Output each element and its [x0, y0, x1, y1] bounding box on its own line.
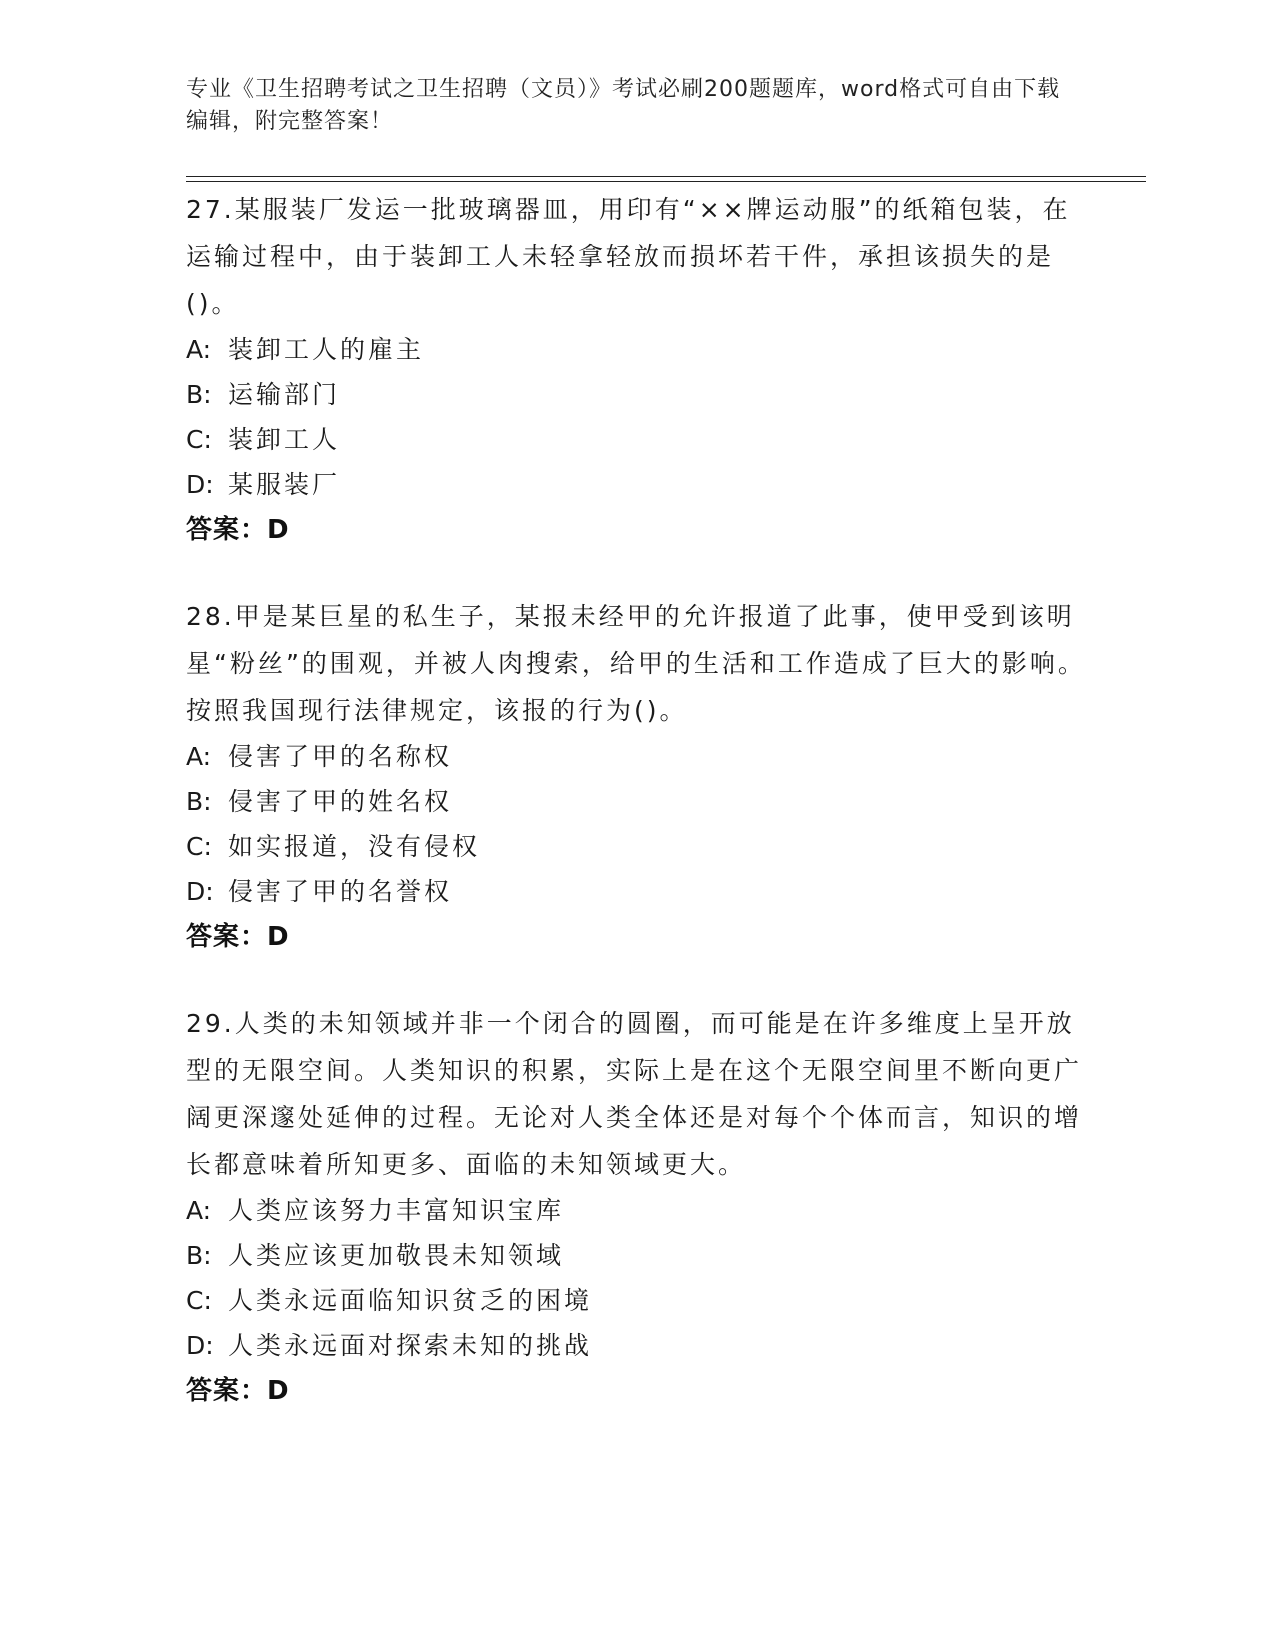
question-27	[186, 186, 1086, 553]
option-text: 侵害了甲的名称权	[228, 742, 453, 771]
option-key: D:	[186, 877, 214, 906]
option-key: D:	[186, 1331, 214, 1360]
option-key: D:	[186, 470, 214, 499]
option-d	[186, 462, 1086, 507]
option-text: 人类应该努力丰富知识宝库	[228, 1196, 565, 1225]
option-b	[186, 1233, 1086, 1278]
option-text: 如实报道，没有侵权	[228, 832, 481, 861]
option-text: 侵害了甲的姓名权	[228, 787, 453, 816]
question-stem: 28.甲是某巨星的私生子，某报未经甲的允许报道了此事，使甲受到该明星“粉丝”的围观，并被人肉搜索，给甲的生活和工作造成了巨大的影响。按照我国现行法律规定，该报的行为()。	[186, 602, 1086, 725]
document-header-intro: 专业《卫生招聘考试之卫生招聘（文员）》考试必刷200题题库，word格式可自由下载编辑，附完整答案！	[186, 77, 1061, 134]
answer-label: 答案：D	[186, 922, 290, 952]
option-text: 人类永远面对探索未知的挑战	[228, 1331, 593, 1360]
question-stem: 29.人类的未知领域并非一个闭合的圆圈，而可能是在许多维度上呈开放型的无限空间。人类知识的积累，实际上是在这个无限空间里不断向更广阔更深邃处延伸的过程。无论对人类全体还是对每个个体而言，知识的增长都意味着所知更多、面临的未知领域更大。	[186, 1009, 1083, 1179]
option-key: C:	[186, 425, 212, 454]
header-divider-top	[186, 176, 1146, 177]
option-a	[186, 1188, 1086, 1233]
option-text: 人类应该更加敬畏未知领域	[228, 1241, 565, 1270]
answer-label: 答案：D	[186, 1376, 290, 1406]
header-divider-bottom	[186, 181, 1146, 182]
option-d	[186, 869, 1086, 914]
option-text: 运输部门	[228, 380, 341, 409]
question-stem: 27.某服装厂发运一批玻璃器皿，用印有“××牌运动服”的纸箱包装，在运输过程中，由于装卸工人未轻拿轻放而损坏若干件，承担该损失的是()。	[186, 195, 1071, 318]
option-a	[186, 327, 1086, 372]
answer-label: 答案：D	[186, 515, 290, 545]
question-29	[186, 1000, 1086, 1414]
option-c	[186, 417, 1086, 462]
option-key: B:	[186, 380, 212, 409]
option-key: B:	[186, 1241, 212, 1270]
option-b	[186, 372, 1086, 417]
option-key: A:	[186, 1196, 212, 1225]
option-key: B:	[186, 787, 212, 816]
option-text: 某服装厂	[228, 470, 341, 499]
option-b	[186, 779, 1086, 824]
option-key: A:	[186, 335, 212, 364]
option-text: 装卸工人	[228, 425, 341, 454]
option-key: C:	[186, 1286, 212, 1315]
option-c	[186, 824, 1086, 869]
option-key: A:	[186, 742, 212, 771]
option-a	[186, 734, 1086, 779]
option-c	[186, 1278, 1086, 1323]
option-key: C:	[186, 832, 212, 861]
option-text: 装卸工人的雇主	[228, 335, 425, 364]
option-text: 人类永远面临知识贫乏的困境	[228, 1286, 593, 1315]
question-28	[186, 593, 1086, 960]
option-d	[186, 1323, 1086, 1368]
option-text: 侵害了甲的名誉权	[228, 877, 453, 906]
